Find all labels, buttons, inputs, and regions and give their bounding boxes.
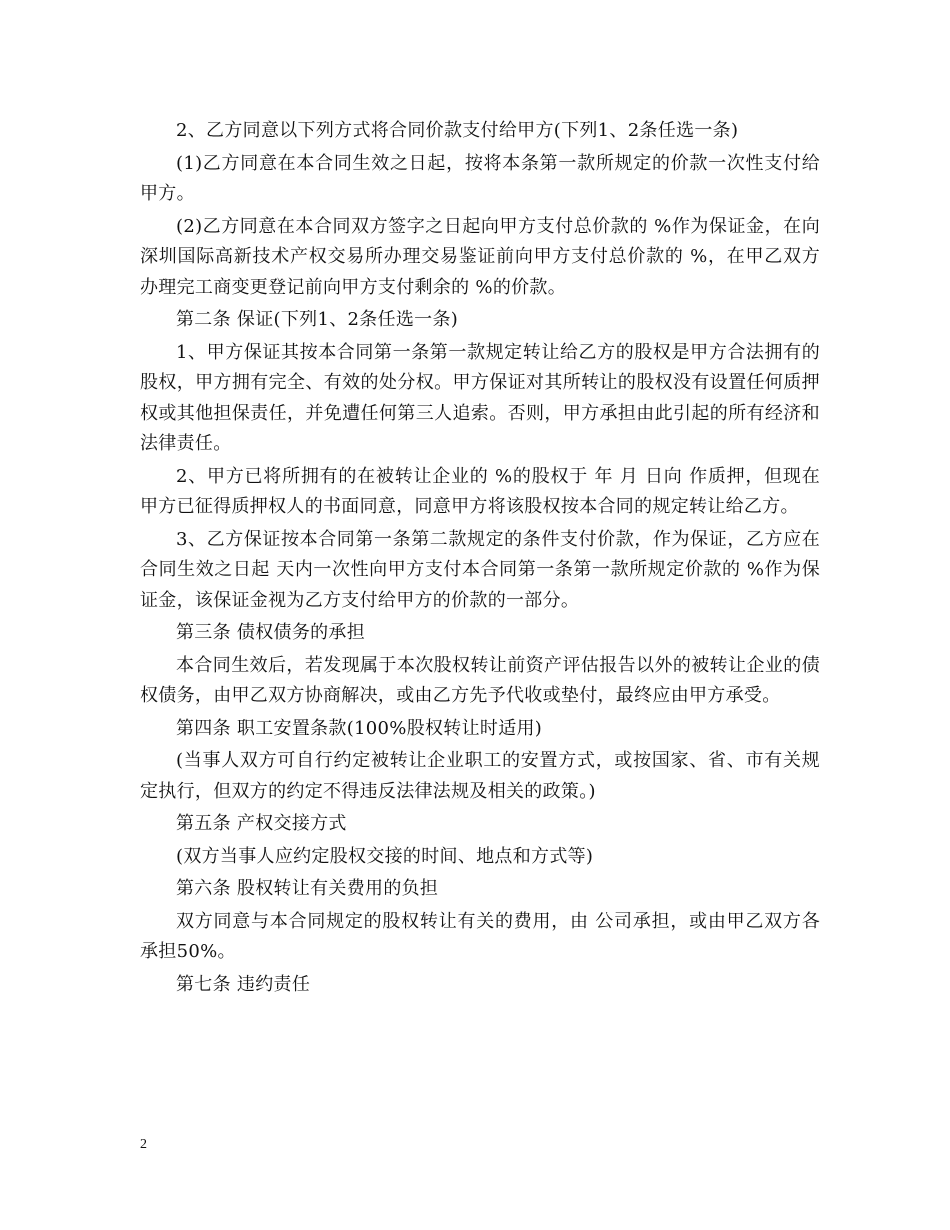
paragraph-guarantee-1: 1、甲方保证其按本合同第一条第一款规定转让给乙方的股权是甲方合法拥有的股权，甲方拥有完全、有效的处分权。甲方保证对其所转让的股权没有设置任何质押权或其他担保责任，并免遭任何第三人追索。否则，甲方承担由此引起的所有经济和法律责任。 <box>140 341 820 454</box>
heading-article-6: 第六条 股权转让有关费用的负担 <box>176 878 439 899</box>
page-number: 2 <box>140 1137 147 1152</box>
paragraph-handover: (双方当事人应约定股权交接的时间、地点和方式等) <box>176 845 594 867</box>
document-body <box>140 116 820 1002</box>
paragraph-debts: 本合同生效后，若发现属于本次股权转让前资产评估报告以外的被转让企业的债权债务，由甲乙双方协商解决，或由乙方先予代收或垫付，最终应由甲方承受。 <box>140 654 820 706</box>
paragraph-payment-method: 2、乙方同意以下列方式将合同价款支付给甲方(下列1、2条任选一条) <box>176 120 739 141</box>
heading-article-3: 第三条 债权债务的承担 <box>176 622 366 643</box>
paragraph-fees: 双方同意与本合同规定的股权转让有关的费用，由 公司承担，或由甲乙双方各承担50%。 <box>140 910 820 962</box>
heading-article-2: 第二条 保证(下列1、2条任选一条) <box>176 309 459 330</box>
paragraph-guarantee-3: 3、乙方保证按本合同第一条第二款规定的条件支付价款，作为保证，乙方应在合同生效之日起 天内一次性向甲方支付本合同第一条第一款所规定价款的 %作为保证金，该保证金视为乙方支付给甲方的价款的一部分。 <box>140 528 820 611</box>
heading-article-4: 第四条 职工安置条款(100%股权转让时适用) <box>176 717 543 739</box>
paragraph-payment-option-2: (2)乙方同意在本合同双方签字之日起向甲方支付总价款的 %作为保证金，在向深圳国际高新技术产权交易所办理交易鉴证前向甲方支付总价款的 %，在甲乙双方办理完工商变更登记前向甲方支付剩余的 %的价款。 <box>140 215 820 298</box>
paragraph-payment-option-1: (1)乙方同意在本合同生效之日起，按将本条第一款所规定的价款一次性支付给甲方。 <box>140 152 820 204</box>
paragraph-guarantee-2: 2、甲方已将所拥有的在被转让企业的 %的股权于 年 月 日向 作质押，但现在甲方已征得质押权人的书面同意，同意甲方将该股权按本合同的规定转让给乙方。 <box>140 465 820 517</box>
paragraph-staff-arrangement: (当事人双方可自行约定被转让企业职工的安置方式，或按国家、省、市有关规定执行，但双方的约定不得违反法律法规及相关的政策。) <box>140 750 820 802</box>
heading-article-5: 第五条 产权交接方式 <box>176 813 347 834</box>
heading-article-7: 第七条 违约责任 <box>176 973 311 995</box>
